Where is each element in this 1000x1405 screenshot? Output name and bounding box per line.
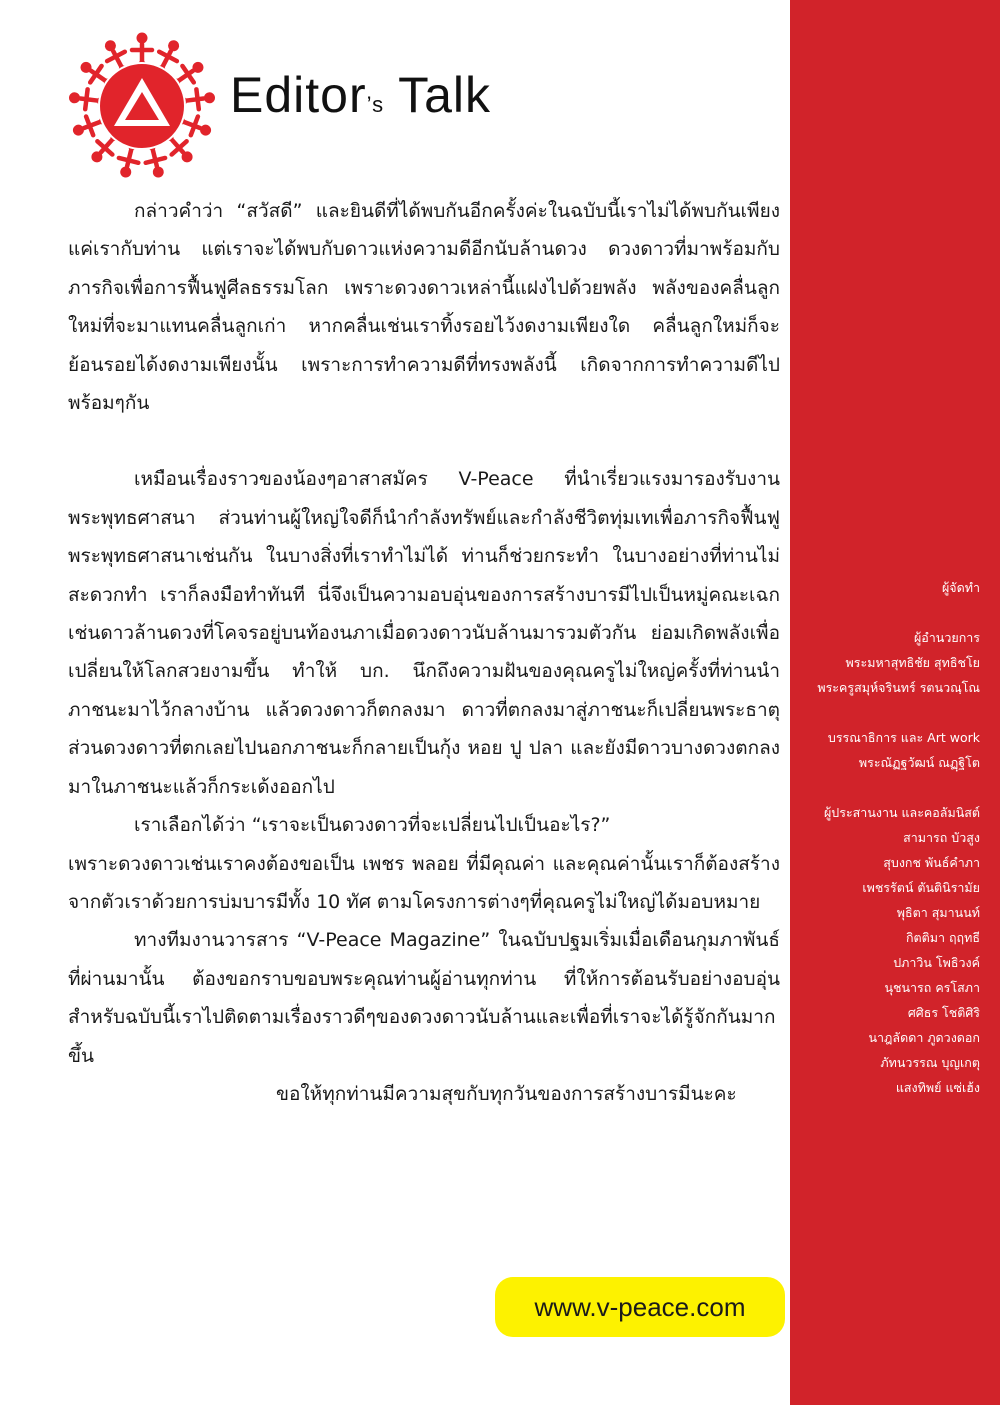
paragraph-closing: ขอให้ทุกท่านมีความสุขกับทุกวันของการสร้างบารมีนะคะ [276,1082,737,1105]
credits-staff-heading: ผู้ประสานงาน และคอลัมนิสต์ [823,805,980,820]
page-title [230,66,491,124]
paragraph-greeting: กล่าวคำว่า “สวัสดี” และยินดีที่ได้พบกันอีกครั้งค่ะในฉบับนี้เราไม่ได้พบกันเพียงแค่เรากับท่าน แต่เราจะได้พบกับดาวแห่งความดีอีกนับล้านดวง ดวงดาวที่มาพร้อมกับภารกิจเพื่อการฟื้นฟูศีลธรรมโลก เพราะดวงดาวเหล่านี้แฝงไปด้วยพลัง พลังของคลื่นลูกใหม่ที่จะมาแทนคลื่นลูกเก่า หากคลื่นเช่นเราทิ้งรอยไว้งดงามเพียงใด คลื่นลูกใหม่ก็จะย้อนรอยได้งดงามเพียงนั้น เพราะการทำความดีที่ทรงพลังนี้ เกิดจากการทำความดีไปพร้อมๆกัน [68,200,780,415]
editor-article [68,192,780,1113]
paragraph-choice: เราเลือกได้ว่า “เราจะเป็นดวงดาวที่จะเปลี่ยนไปเป็นอะไร?” [134,814,611,837]
credits-staff-name: พุธิตา สุมานนท์ [896,905,980,920]
title-possessive: ’s [366,92,385,117]
credits-editor-heading: บรรณาธิการ และ Art work [827,730,980,745]
credits-staff-name: นุชนารถ ครโสภา [884,980,980,995]
credits-staff-name: สุบงกช พันธ์คำภา [883,855,980,870]
credits-staff-name: นาฎลัดดา ภูดวงดอก [868,1030,980,1045]
credits-staff-name: แสงทิพย์ แซ่เฮ้ง [895,1080,980,1095]
paragraph-volunteers: เหมือนเรื่องราวของน้องๆอาสาสมัคร V-Peace ที่นำเรี่ยวแรงมารองรับงานพระพุทธศาสนา ส่วนท่านผู้ใหญ่ใจดีก็นำกำลังทรัพย์และกำลังชีวิตทุ่มเทเพื่อภารกิจฟื้นฟูพระพุทธศาสนาเช่นกัน ในบางสิ่งที่เราทำไม่ได้ ท่านก็ช่วยกระทำ ในบางอย่างที่ท่านไม่สะดวกทำ เราก็ลงมือทำทันที นี่จึงเป็นความอบอุ่นของการสร้างบารมีไปเป็นหมู่คณะเฉกเช่นดาวล้านดวงที่โคจรอยู่บนท้องนภาเมื่อดวงดาวนับล้านมารวมตัวกัน ย่อมเกิดพลังเพื่อเปลี่ยนให้โลกสวยงามขึ้น ทำให้ บก. นึกถึงความฝันของคุณครูไม่ใหญ่ครั้งที่ท่านนำภาชนะมาไว้กลางบ้าน แล้วดวงดาวก็ตกลงมา ดาวที่ตกลงมาสู่ภาชนะก็เปลี่ยนพระธาตุ ส่วนดวงดาวที่ตกเลยไปนอกภาชนะก็กลายเป็นกุ้ง หอย ปู ปลา และยังมีดาวบางดวงตกลงมาในภาชนะแล้วก็กระเด้งออกไป [68,468,780,798]
paragraph-diamonds: เพราะดวงดาวเช่นเราคงต้องขอเป็น เพชร พลอย ที่มีคุณค่า และคุณค่านั้นเราก็ต้องสร้างจากตัวเราด้วยการบ่มบารมีทั้ง 10 ทัศ ตามโครงการต่างๆที่คุณครูไม่ใหญ่ได้มอบหมาย [68,852,780,913]
credits-advisor-heading: ผู้อำนวยการ [913,630,980,645]
credits-editor: พระณัฏฐวัฒน์ ณฏฺฐิโต [858,755,980,770]
credits-organizer: ผู้จัดทำ [941,580,980,595]
paragraph-magazine: ทางทีมงานวารสาร “V-Peace Magazine” ในฉบับปฐมเริ่มเมื่อเดือนกุมภาพันธ์ที่ผ่านมานั้น ต้องขอกราบขอบพระคุณท่านผู้อ่านทุกท่าน ที่ให้การต้อนรับอย่างอบอุ่น สำหรับฉบับนี้เราไปติดตามเรื่องราวดีๆของดวงดาวนับล้านและเพื่อที่เราจะได้รู้จักกันมากขึ้น [68,929,780,1067]
vpeace-logo [62,30,222,182]
credits-advisor: พระมหาสุทธิชัย สุทธิชโย [845,655,980,670]
credits-column [790,575,980,1125]
credits-staff-name: ภัทนวรรณ บุญเกตุ [880,1055,980,1070]
credits-staff-name: กิตติมา ฤฤทธี [905,930,980,945]
credits-staff-name: ปภาวิน โพธิวงค์ [893,955,980,970]
title-main-a: Editor [230,67,367,123]
credits-staff-name: สามารถ บัวสูง [903,830,980,845]
credits-advisor: พระครูสมุห์จรินทร์ รตนวณฺโณ [817,680,980,695]
title-main-b: Talk [398,67,492,123]
website-url[interactable]: www.v-peace.com [534,1291,746,1322]
credits-staff-name: ศศิธร โชติศิริ [907,1005,980,1020]
credits-staff-name: เพชรรัตน์ ตันตินิรามัย [862,880,980,895]
website-url-badge[interactable] [495,1277,785,1337]
